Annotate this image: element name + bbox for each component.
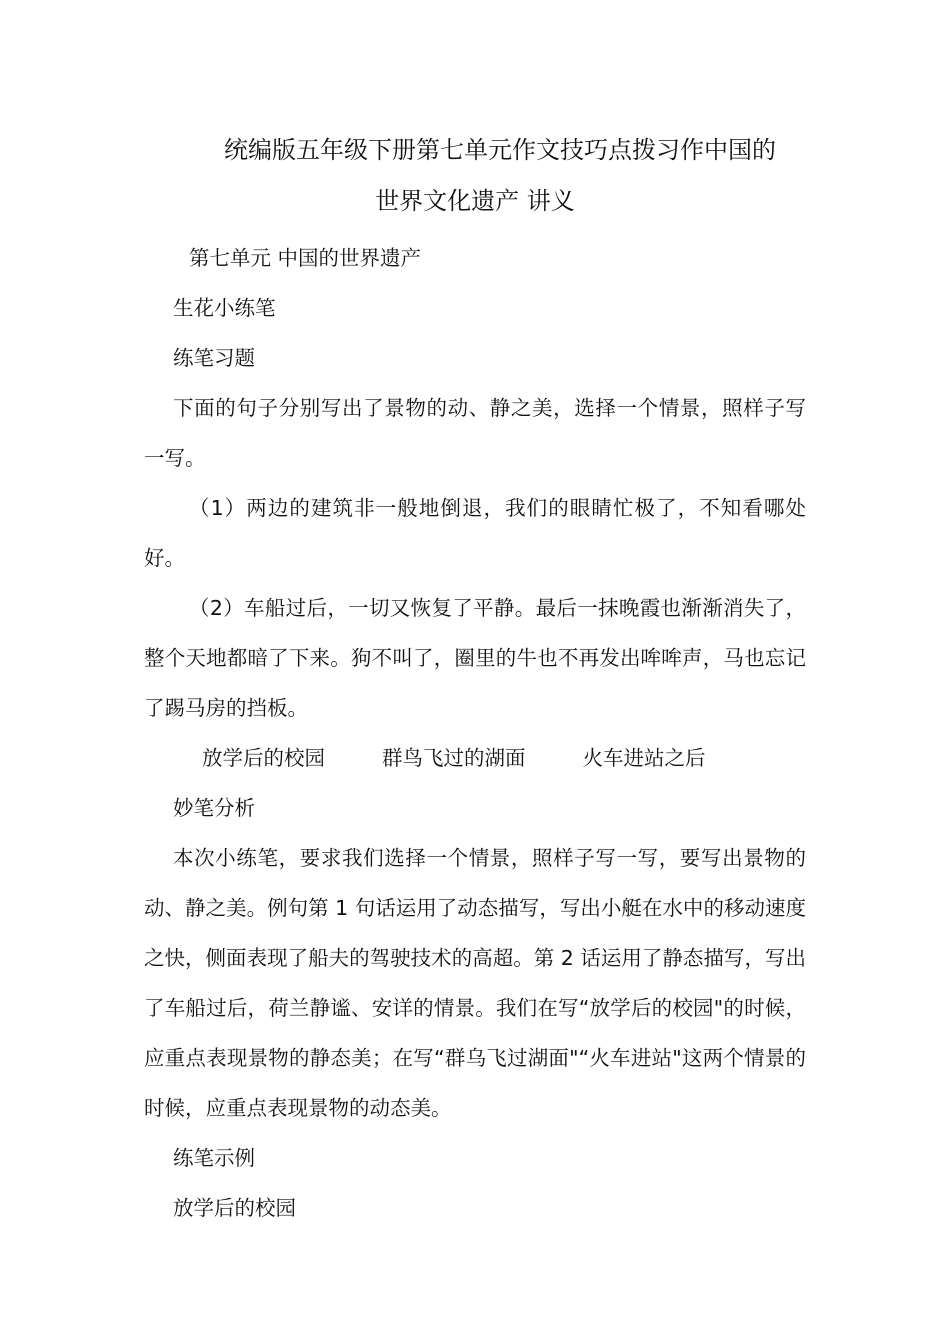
scene-options bbox=[144, 733, 806, 783]
section-analysis-heading: 妙笔分析 bbox=[173, 796, 255, 820]
example-sentence-2: （2）车船过后，一切又恢复了平静。最后一抹晚霞也渐渐消失了，整个天地都暗了下来。狗不叫了，圈里的牛也不再发出哞哞声，马也忘记了踢马房的挡板。 bbox=[144, 596, 806, 720]
section-exercise-heading: 练笔习题 bbox=[173, 346, 255, 370]
example-sentence-1: （1）两边的建筑非一般地倒退，我们的眼睛忙极了，不知看哪处好。 bbox=[144, 496, 806, 570]
section-practice-heading: 生花小练笔 bbox=[173, 296, 276, 320]
analysis-paragraph: 本次小练笔，要求我们选择一个情景，照样子写一写，要写出景物的动、静之美。例句第 1 句话运用了动态描写，写出小艇在水中的移动速度之快，侧面表现了船夫的驾驶技术的高超。第 2 话运用了静态描写，写出了车船过后，荷兰静谧、安详的情景。我们在写“放学后的校园"的时候，应重点表现景物的静态美；在写“群乌飞过湖面"“火车进站"这两个情景的时候，应重点表现景物的动态美。 bbox=[144, 846, 806, 1120]
sample-subheading: 放学后的校园 bbox=[173, 1196, 296, 1220]
document-body bbox=[144, 233, 806, 1233]
scene-option-campus: 放学后的校园 bbox=[202, 746, 325, 770]
document-title-line-2: 世界文化遗产 讲义 bbox=[375, 187, 575, 215]
scene-option-lake: 群鸟飞过的湖面 bbox=[382, 746, 526, 770]
document-title-line-1: 统编版五年级下册第七单元作文技巧点拨习作中国的 bbox=[224, 136, 776, 164]
scene-option-train: 火车进站之后 bbox=[582, 746, 706, 770]
section-sample-heading: 练笔示例 bbox=[173, 1146, 255, 1170]
unit-heading: 第七单元 中国的世界遗产 bbox=[189, 246, 422, 270]
instruction-paragraph: 下面的句子分别写出了景物的动、静之美，选择一个情景，照样子写一写。 bbox=[144, 396, 806, 470]
